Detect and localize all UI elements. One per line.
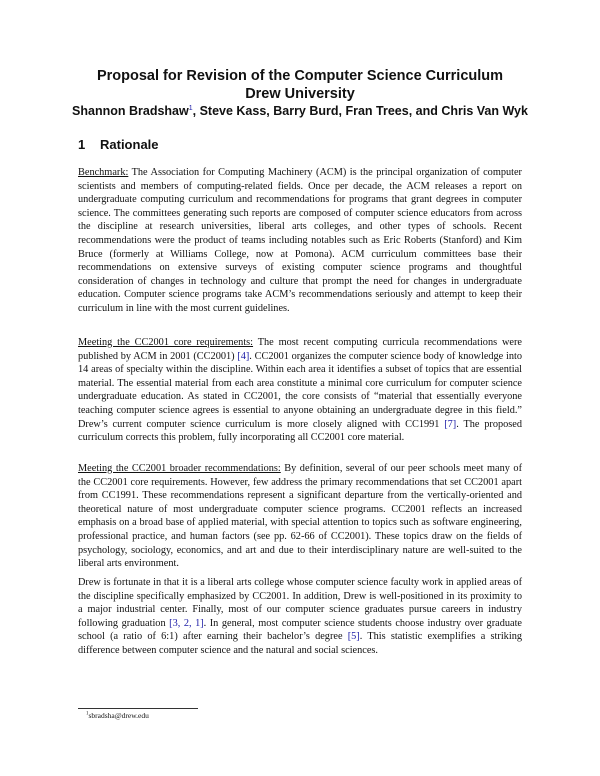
footnote-email: sbradsha@drew.edu xyxy=(88,711,149,720)
paragraph-text: By definition, several of our peer schools meet many of the CC2001 core requirements. However, few address the primary recommendations that set CC2001 apart from CC1991. These recommendations represent a significant departure from the vertically-oriented and theoretical nature of most undergraduate computer science programs. CC2001 reflects an increased emphasis on a broad base of applied material, with special attention to topics such as software engineering, professional practice, and human factors (see pp. 62-66 of CC2001). These topics draw on the fields of psychology, sociology, economics, and art and due to their interdisciplinary nature are well-suited to the liberal arts environment. xyxy=(78,463,522,570)
author-first: Shannon Bradshaw xyxy=(72,104,189,118)
paragraph-text: . In general, most computer science students choose industry over graduate school (a ratio of 6:1) after earning their bachelor’s degree xyxy=(78,617,522,643)
paragraph-text: The Association for Computing Machinery (ACM) is the principal organization of computer scientists and members of computing-related fields. Once per decade, the ACM releases a report on undergraduate computing curriculum and recommendations for programs that grant degrees in computer science. The committees generating such reports are composed of computer science educators from across the discipline at research universities, liberal arts colleges, and other types of schools. Recent recommendations were the product of teams including notables such as Eric Roberts (Stanford) and Kim Bruce (formerly at Williams College, now at Pomona). ACM curriculum committees base their recommendations on extensive surveys of existing computer science programs and thoughtful consideration of changes in technology and culture that prompt the need for changes in undergraduate education. Computer science programs take ACM’s recommendations seriously and attempt to keep their curriculum in line with the most current guidelines. xyxy=(78,167,522,314)
paragraph-heading: Meeting the CC2001 core requirements: xyxy=(78,337,254,348)
citation-link[interactable]: [5] xyxy=(347,631,360,643)
footnote-mark: 1 xyxy=(86,711,89,717)
paragraph-core-requirements xyxy=(78,336,522,445)
paragraph-heading: Benchmark: xyxy=(78,167,129,178)
section-title: Rationale xyxy=(100,137,159,152)
paragraph-text: . This statistic exemplifies a striking difference between computer science and the natural and social sciences. xyxy=(78,631,522,656)
citation-link[interactable]: [3, 2, 1] xyxy=(169,617,204,629)
paragraph-benchmark xyxy=(78,166,522,316)
footnote-divider xyxy=(78,708,198,709)
author-list xyxy=(0,104,600,118)
paper-title: Proposal for Revision of the Computer Science Curriculum xyxy=(96,68,504,84)
citation-link[interactable]: [4] xyxy=(237,350,250,362)
paragraph-text: . CC2001 organizes the computer science body of knowledge into 14 areas of specialty within the discipline. Within each area it identifies a subset of topics that are essential material. The essential material from each area constitute a minimal core curriculum for computer science undergraduate education. As stated in CC2001, the core consists of “material that essentially everyone teaching computer science agrees is essential to anyone obtaining an undergraduate degree in this field.” Drew’s current computer science curriculum is more closely aligned with CC1991 xyxy=(78,350,522,430)
paragraph-text: The most recent computing curricula recommendations were published by ACM in 2001 (CC2001) xyxy=(78,337,522,362)
paragraph-text: . The proposed curriculum corrects this problem, fully incorporating all CC2001 core material. xyxy=(78,418,523,444)
section-number: 1 xyxy=(78,137,86,152)
citation-link[interactable]: [7] xyxy=(444,418,457,430)
section-heading xyxy=(78,137,159,152)
author-footnote-mark[interactable]: 1 xyxy=(188,104,193,112)
paper-subtitle-institution: Drew University xyxy=(245,86,355,102)
paragraph-drew-fortunate xyxy=(78,576,522,658)
paragraph-text: Drew is fortunate in that it is a liberal arts college whose computer science faculty work in applied areas of the discipline specifically emphasized by CC2001. In addition, Drew is well-positioned in its proximity to a major industrial center. Finally, most of our computer science graduates pursue careers in industry following graduation xyxy=(78,577,522,629)
paragraph-heading: Meeting the CC2001 broader recommendations: xyxy=(78,463,281,474)
author-rest: , Steve Kass, Barry Burd, Fran Trees, and Chris Van Wyk xyxy=(192,104,528,118)
paragraph-broader-recommendations xyxy=(78,462,522,571)
footnote xyxy=(86,711,149,720)
